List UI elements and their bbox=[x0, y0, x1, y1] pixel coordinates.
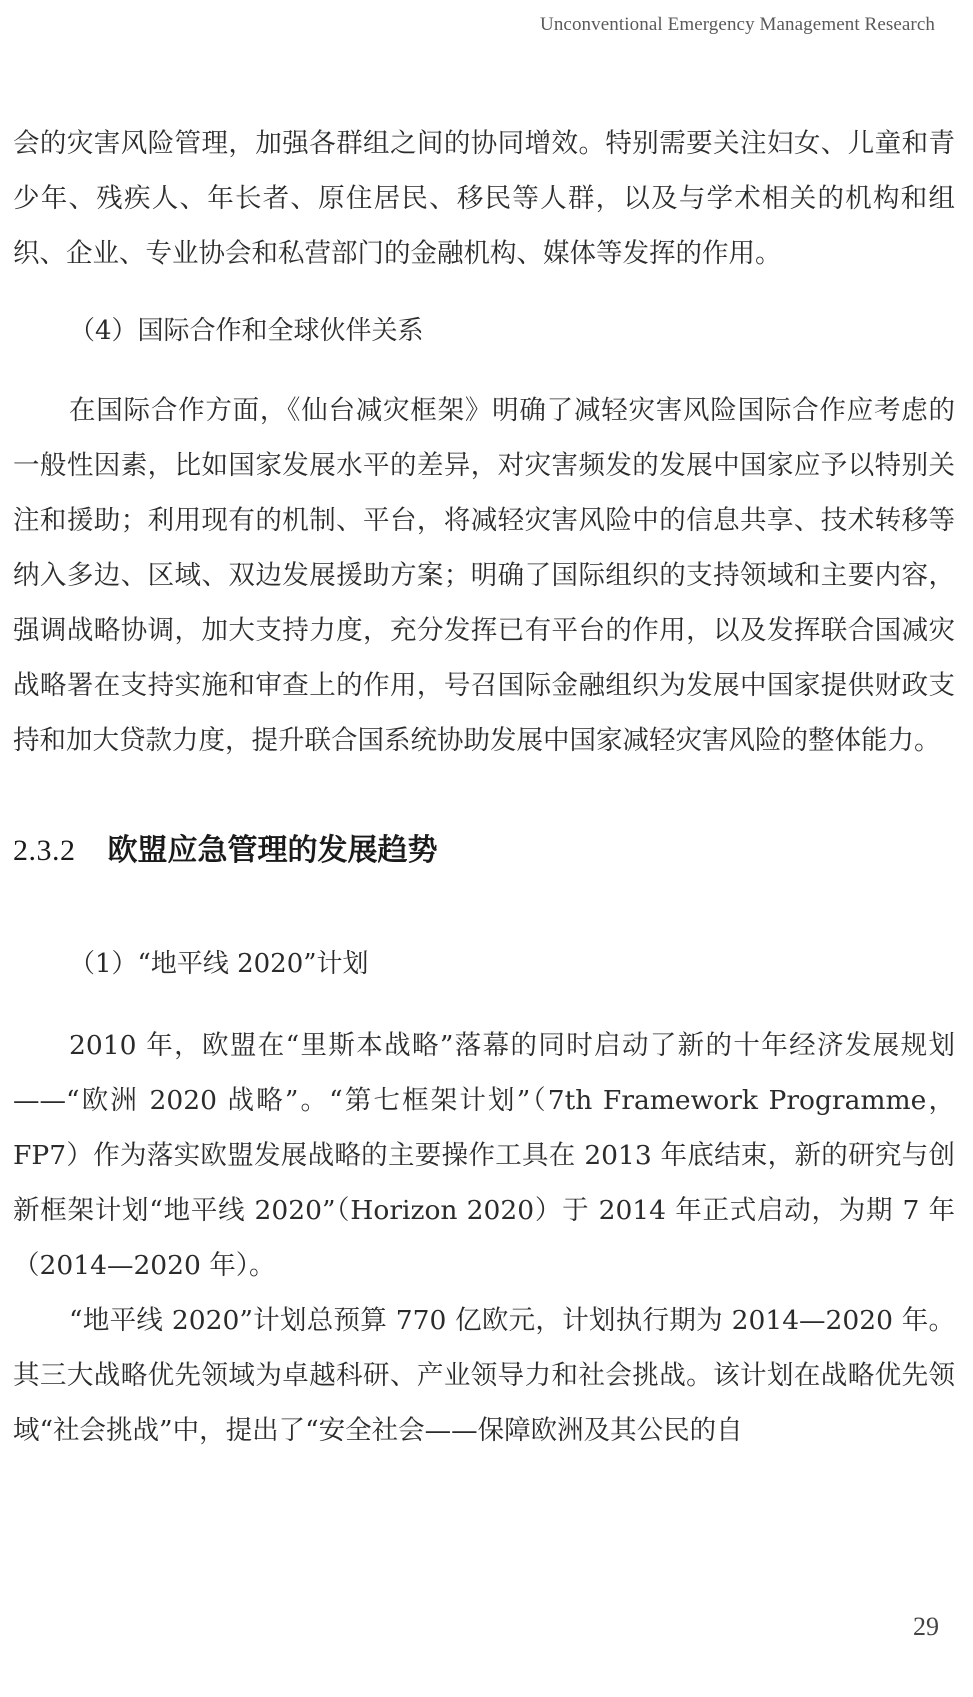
spacer bbox=[13, 359, 955, 383]
paragraph-continued: 会的灾害风险管理，加强各群组之间的协同增效。特别需要关注妇女、儿童和青少年、残疾人、年长者、原住居民、移民等人群，以及与学术相关的机构和组织、企业、专业协会和私营部门的金融机构、媒体等发挥的作用。 bbox=[13, 128, 955, 269]
page-content bbox=[13, 116, 955, 1458]
paragraph-horizon-budget: “地平线 2020”计划总预算 770 亿欧元，计划执行期为 2014—2020 年。其三大战略优先领域为卓越科研、产业领导力和社会挑战。该计划在战略优先领域“社会挑战”中，提出了“安全社会——保障欧洲及其公民的自 bbox=[13, 1305, 955, 1446]
subheading-horizon-2020: （1）“地平线 2020”计划 bbox=[69, 949, 369, 979]
section-title: 欧盟应急管理的发展趋势 bbox=[107, 833, 438, 868]
spacer bbox=[13, 768, 955, 823]
subheading-international-cooperation: （4）国际合作和全球伙伴关系 bbox=[69, 316, 424, 346]
running-header: Unconventional Emergency Management Research bbox=[540, 14, 935, 35]
spacer bbox=[13, 992, 955, 1018]
header-divider bbox=[0, 52, 973, 53]
section-heading bbox=[13, 823, 955, 879]
page-number: 29 bbox=[913, 1612, 939, 1641]
paragraph-horizon-intro: 2010 年，欧盟在“里斯本战略”落幕的同时启动了新的十年经济发展规划——“欧洲 2020 战略”。“第七框架计划”（7th Framework Programme，FP7）作为落实欧盟发展战略的主要操作工具在 2013 年底结束，新的研究与创新框架计划“地平线 2020”（Horizon 2020）于 2014 年正式启动，为期 7 年（2014—2020 年）。 bbox=[13, 1030, 955, 1281]
section-number: 2.3.2 bbox=[13, 834, 76, 867]
spacer bbox=[13, 879, 955, 937]
spacer bbox=[13, 281, 955, 304]
paragraph-international-cooperation: 在国际合作方面，《仙台减灾框架》明确了减轻灾害风险国际合作应考虑的一般性因素，比如国家发展水平的差异，对灾害频发的发展中国家应予以特别关注和援助；利用现有的机制、平台，将减轻灾害风险中的信息共享、技术转移等纳入多边、区域、双边发展援助方案；明确了国际组织的支持领域和主要内容，强调战略协调，加大支持力度，充分发挥已有平台的作用，以及发挥联合国减灾战略署在支持实施和审查上的作用，号召国际金融组织为发展中国家提供财政支持和加大贷款力度，提升联合国系统协助发展中国家减轻灾害风险的整体能力。 bbox=[13, 395, 955, 756]
